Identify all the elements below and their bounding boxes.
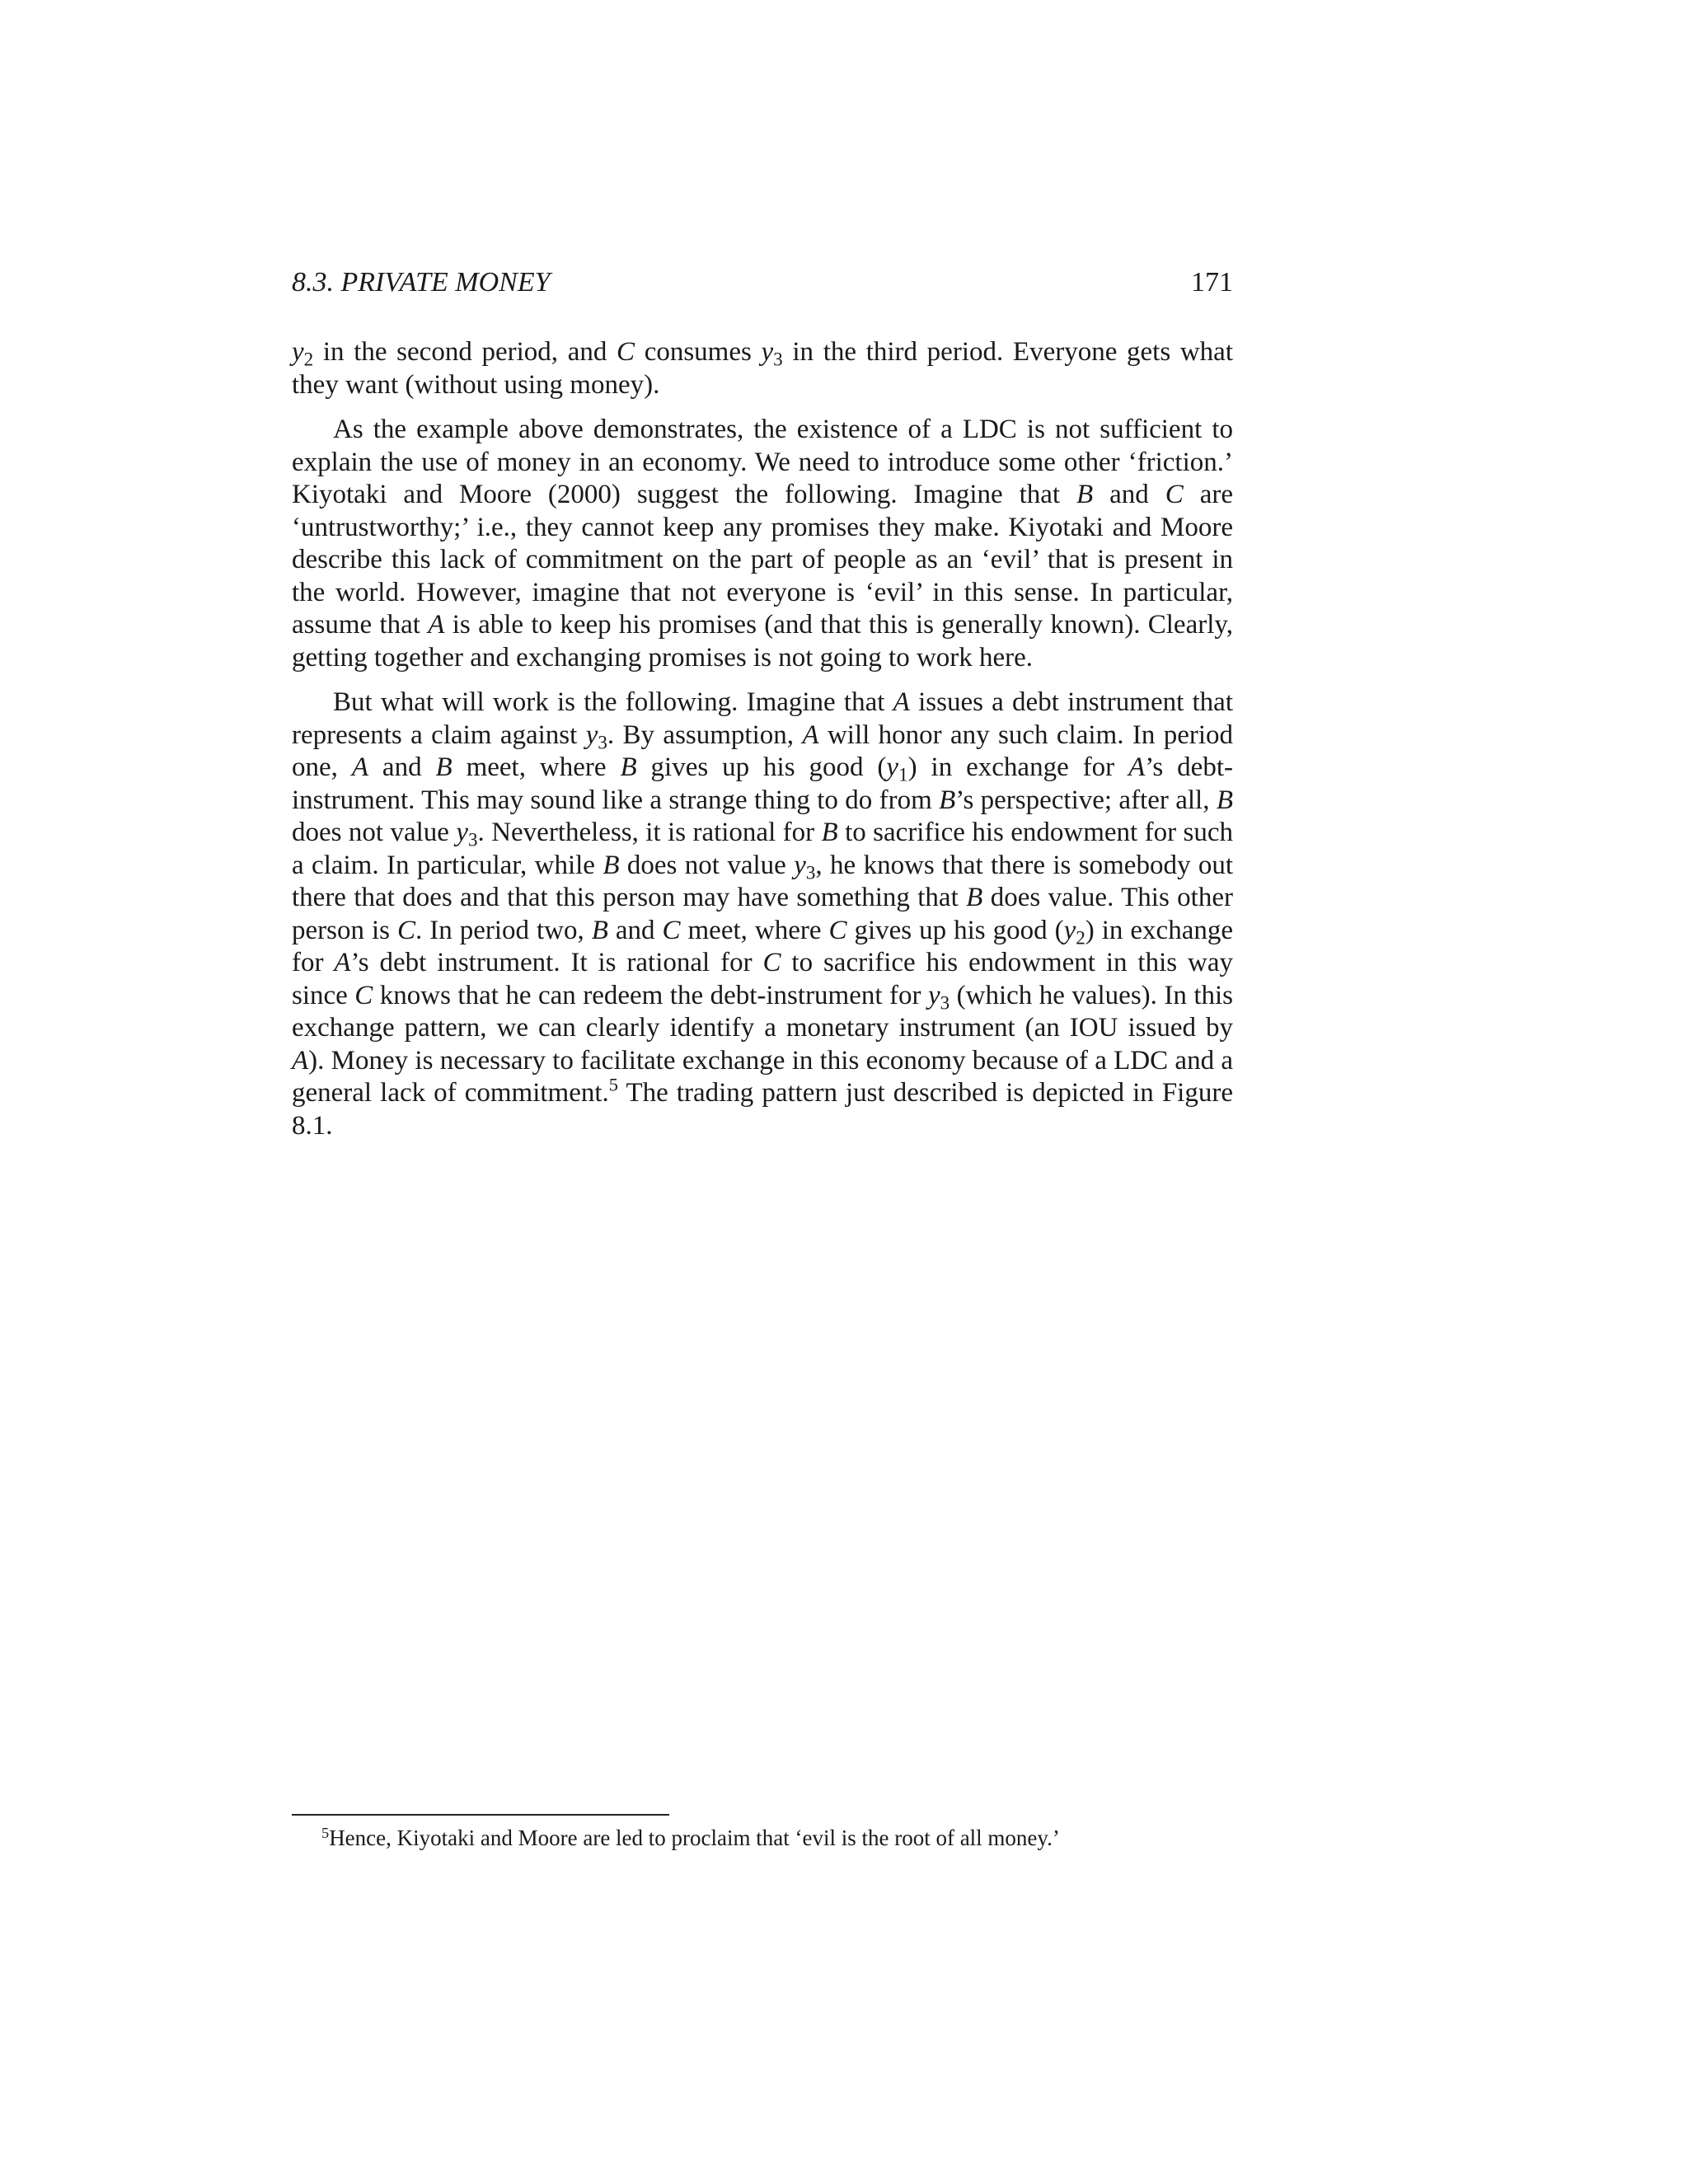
running-head	[292, 262, 1233, 303]
text-run: But what will work is the following. Imagine that	[333, 687, 893, 717]
text-run: ’s perspective; after all,	[955, 785, 1217, 815]
math-symbol: B	[435, 752, 452, 782]
text-run: (which he values). In this exchange pattern, we can clearly identify a monetary instrument (an IOU issued by	[292, 980, 1234, 1043]
text-run: ’s debt-instrument. This may sound like a strange thing to do from	[292, 752, 1233, 815]
math-subscript: 2	[303, 348, 314, 370]
footnote-mark: 5	[321, 1824, 330, 1841]
math-subscript: 3	[773, 348, 783, 370]
text-run: will honor any such claim. In period one,	[292, 719, 1233, 782]
text-run: meet, where	[680, 915, 829, 945]
math-symbol: B	[939, 785, 956, 815]
text-run: are ‘untrustworthy;’ i.e., they cannot keep any promises they make. Kiyotaki and Moore describe this lack of commitment on the part of people as an ‘evil’ that is present in the world. However, imagine that not everyone is ‘evil’ in this sense. In particular, assume that	[292, 480, 1233, 640]
math-subscript: 3	[468, 828, 478, 851]
text-run: does not value	[619, 850, 795, 880]
text-run: in the third period. Everyone gets what they want (without using money).	[292, 337, 1233, 400]
text-run: and	[1093, 480, 1165, 509]
math-symbol: B	[966, 883, 983, 912]
text-run: and	[607, 915, 663, 945]
math-symbol: y	[886, 752, 899, 782]
page-number: 171	[1191, 267, 1233, 298]
math-symbol: y	[761, 337, 774, 367]
math-subscript: 2	[1076, 926, 1085, 948]
math-symbol: B	[620, 752, 637, 782]
math-symbol: A	[1128, 752, 1146, 782]
text-run: As the example above demonstrates, the existence of a LDC is not sufficient to explain the use of money in an economy. We need to introduce some other ‘friction.’ Kiyotaki and Moore (2000) suggest the following. Imagine that	[292, 415, 1233, 509]
text-run: is able to keep his promises (and that this is generally known). Clearly, getting together and exchanging promises is not going to work here.	[292, 610, 1233, 673]
text-run: , he knows that there is somebody out there that does and that this person may have something that	[292, 850, 1234, 912]
math-symbol: C	[828, 915, 847, 945]
math-symbol: B	[1076, 480, 1094, 509]
math-symbol: y	[1063, 915, 1076, 945]
text-run: does not value	[292, 818, 457, 847]
math-symbol: C	[617, 337, 635, 367]
text-run: meet, where	[452, 752, 621, 782]
math-symbol: A	[334, 948, 351, 977]
text-run: ). Money is necessary to facilitate exchange in this economy because of a LDC and a general lack of commitment.	[292, 1045, 1233, 1108]
math-symbol: y	[927, 980, 940, 1010]
footnote-text: Hence, Kiyotaki and Moore are led to proclaim that ‘evil is the root of all money.’	[329, 1825, 1060, 1850]
math-symbol: B	[1216, 785, 1233, 815]
math-symbol: A	[428, 610, 445, 640]
math-symbol: A	[292, 1045, 309, 1076]
body-text	[292, 336, 1233, 1155]
text-run: ) in exchange for	[907, 752, 1129, 782]
math-symbol: B	[603, 850, 620, 880]
math-symbol: C	[762, 948, 781, 977]
footnote-reference[interactable]: 5	[608, 1074, 618, 1095]
math-subscript: 1	[898, 763, 908, 785]
math-symbol: C	[1165, 480, 1184, 509]
text-run: in the second period, and	[313, 337, 617, 367]
text-run: knows that he can redeem the debt-instrument for	[373, 980, 928, 1010]
math-symbol: B	[821, 818, 838, 847]
text-run: to sacrifice his endowment in this way since	[292, 948, 1233, 1010]
math-symbol: y	[794, 850, 806, 880]
text-run: ’s debt instrument. It is rational for	[350, 948, 763, 977]
paragraph-1	[292, 336, 1233, 401]
text-run: . By assumption,	[607, 719, 803, 750]
text-run: gives up his good (	[636, 752, 887, 782]
text-run: ) in exchange for	[292, 915, 1233, 977]
math-symbol: C	[396, 915, 415, 945]
math-symbol: C	[662, 915, 681, 945]
math-subscript: 3	[805, 860, 816, 883]
text-run: issues a debt instrument that represents a claim against	[292, 687, 1233, 750]
math-symbol: A	[802, 719, 819, 750]
math-subscript: 3	[598, 730, 607, 752]
text-run: . In period two,	[415, 915, 592, 945]
paragraph-2	[292, 414, 1233, 674]
text-run: does value. This other person is	[292, 883, 1233, 945]
math-symbol: A	[351, 752, 368, 782]
text-run: The trading pattern just described is depicted in Figure 8.1.	[292, 1078, 1233, 1141]
math-symbol: y	[585, 719, 598, 750]
text-run: to sacrifice his endowment for such a claim. In particular, while	[292, 818, 1233, 880]
math-symbol: y	[456, 818, 468, 847]
section-title: 8.3. PRIVATE MONEY	[292, 267, 551, 298]
math-symbol: y	[292, 337, 304, 367]
text-run: and	[368, 752, 436, 782]
footnote	[321, 1821, 1228, 1854]
paragraph-3	[292, 687, 1233, 1142]
math-subscript: 3	[940, 991, 950, 1013]
footnote-rule	[292, 1814, 669, 1816]
text-run: . Nevertheless, it is rational for	[477, 818, 822, 847]
text-run: gives up his good (	[846, 915, 1064, 945]
text-run: consumes	[635, 337, 762, 367]
math-symbol: C	[354, 980, 373, 1010]
math-symbol: B	[591, 915, 608, 945]
math-symbol: A	[893, 687, 910, 717]
